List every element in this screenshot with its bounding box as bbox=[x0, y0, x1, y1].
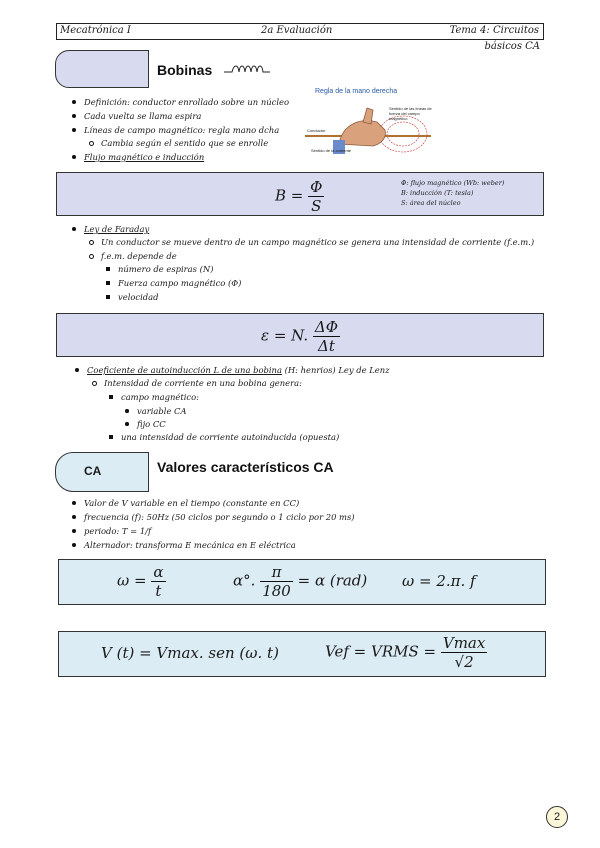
formula-flux-notes bbox=[401, 178, 504, 208]
list-item: velocidad bbox=[118, 292, 159, 302]
page-number: 2 bbox=[546, 806, 568, 828]
list-item: Alternador: transforma E mecánica en E eléctrica bbox=[84, 540, 296, 550]
formula-omega-fraction bbox=[151, 563, 165, 600]
list-item: campo magnético: bbox=[121, 392, 199, 402]
label-current: Sentido de la corriente bbox=[311, 148, 352, 153]
list-item: fijo CC bbox=[137, 419, 166, 429]
formula-box-faraday bbox=[56, 313, 544, 357]
formula-vef-num: Vmax bbox=[442, 634, 486, 652]
list-item: número de espiras (N) bbox=[118, 264, 214, 274]
header-topic: Tema 4: Circuitos bbox=[449, 25, 539, 36]
formula-omega-den: t bbox=[155, 582, 162, 600]
formula-faraday-lhs: ε = N. bbox=[261, 326, 309, 345]
formula-voltage: V (t) = Vmax. sen (ω. t) bbox=[101, 644, 279, 662]
formula-deg-den: 180 bbox=[262, 582, 291, 600]
list-item: una intensidad de corriente autoinducida (opuesta) bbox=[121, 432, 340, 442]
page-header bbox=[56, 23, 544, 40]
formula-deg-rhs: = α (rad) bbox=[297, 571, 368, 590]
section-tag-bobinas bbox=[55, 50, 149, 88]
section-tag-ca bbox=[55, 452, 149, 492]
list-item: f.e.m. depende de bbox=[101, 251, 177, 261]
formula-deg-lhs: α°. bbox=[233, 571, 256, 590]
formula-flux bbox=[275, 178, 324, 215]
list-item: frecuencia (f): 50Hz (50 ciclos por segundo o 1 ciclo por 20 ms) bbox=[84, 512, 355, 522]
list-item: Cambia según el sentido que se enrolle bbox=[101, 138, 269, 148]
formula-omega-frequency: ω = 2.π. f bbox=[402, 572, 476, 590]
formula-faraday bbox=[261, 318, 340, 355]
formula-omega-lhs: ω = bbox=[117, 571, 147, 590]
formula-faraday-den: Δt bbox=[318, 337, 335, 355]
list-item: Ley de Faraday bbox=[84, 224, 150, 234]
formula-box-voltage bbox=[58, 631, 546, 677]
list-item: Valor de V variable en el tiempo (constante en CC) bbox=[84, 498, 300, 508]
note-flux: Φ: flujo magnético (Wb: weber) bbox=[401, 179, 505, 187]
formula-vef-den: √2 bbox=[454, 653, 474, 671]
header-course: Mecatrónica I bbox=[60, 25, 131, 36]
label-conductor: Conductor bbox=[307, 128, 326, 133]
figure-title: Regla de la mano derecha bbox=[315, 88, 398, 95]
coil-icon bbox=[224, 64, 270, 76]
formula-box-angular bbox=[58, 559, 546, 605]
autoinduction-term: Coeficiente de autoinducción L de una bobina bbox=[87, 365, 282, 375]
list-item: variable CA bbox=[137, 406, 187, 416]
label-field-lines: Sentido de las líneas de fuerza del campo magnético bbox=[389, 106, 432, 121]
autoinduction-rest: (H: henrios) Ley de Lenz bbox=[281, 365, 390, 375]
formula-faraday-num: ΔΦ bbox=[314, 318, 339, 336]
note-induction: B: inducción (T: tesla) bbox=[401, 189, 474, 197]
list-item bbox=[87, 365, 390, 375]
right-hand-rule-figure bbox=[303, 88, 433, 156]
list-item: Fuerza campo magnético (Φ) bbox=[118, 278, 242, 288]
formula-vef-lhs: Vef = VRMS = bbox=[325, 642, 437, 661]
list-item: Un conductor se mueve dentro de un campo magnético se genera una intensidad de corriente (f.e.m.) bbox=[101, 237, 535, 247]
list-item: Intensidad de corriente en una bobina genera: bbox=[104, 378, 302, 388]
formula-flux-fraction bbox=[308, 178, 324, 215]
formula-degree-conversion bbox=[233, 563, 367, 600]
formula-faraday-fraction bbox=[313, 318, 340, 355]
list-item: Definición: conductor enrollado sobre un núcleo bbox=[84, 97, 290, 107]
formula-angular-velocity bbox=[117, 563, 166, 600]
formula-deg-num: π bbox=[260, 563, 293, 582]
formula-flux-lhs: B = bbox=[275, 186, 304, 205]
note-area: S: área del núcleo bbox=[401, 199, 461, 207]
formula-vef-fraction bbox=[441, 634, 487, 671]
header-topic-cont: básicos CA bbox=[484, 41, 540, 52]
formula-omega-num: α bbox=[153, 563, 164, 581]
list-item: Líneas de campo magnético: regla mano dcha bbox=[84, 125, 280, 135]
formula-flux-num: Φ bbox=[310, 178, 323, 196]
section-title-ca: Valores característicos CA bbox=[157, 459, 334, 475]
list-item: Cada vuelta se llama espira bbox=[84, 111, 202, 121]
section-title-bobinas: Bobinas bbox=[157, 62, 213, 78]
section-tag-ca-label: CA bbox=[84, 464, 102, 478]
formula-effective-voltage bbox=[325, 634, 487, 671]
list-item: periodo: T = 1/f bbox=[84, 526, 152, 536]
formula-box-flux bbox=[56, 172, 544, 216]
formula-flux-den: S bbox=[311, 197, 322, 215]
header-evaluation: 2a Evaluación bbox=[261, 25, 333, 36]
formula-deg-fraction bbox=[260, 563, 293, 600]
list-item: Flujo magnético e inducción bbox=[84, 152, 205, 162]
